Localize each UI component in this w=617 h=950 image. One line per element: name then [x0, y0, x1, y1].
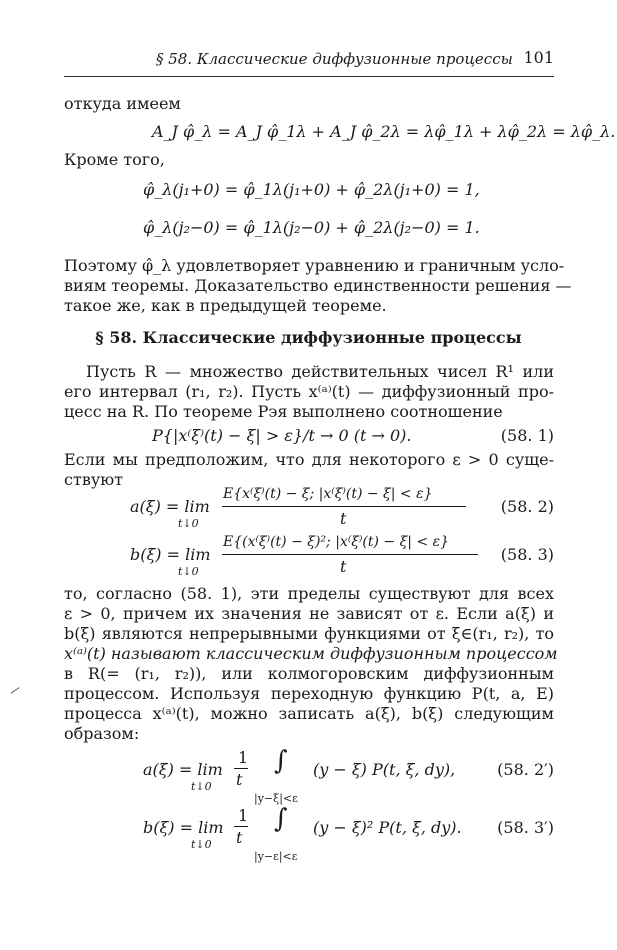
equation: φ̂_λ(j₁+0) = φ̂_1λ(j₁+0) + φ̂_2λ(j₁+0) = 1, — [143, 180, 480, 199]
fraction-line — [234, 768, 248, 769]
equation-58-2-lhs: a(ξ) = lim — [130, 497, 210, 516]
equation-number: (58. 2) — [500, 497, 554, 516]
fraction-numerator: 1 — [238, 748, 249, 767]
paragraph-line: виям теоремы. Доказательство единственности решения — — [64, 276, 572, 295]
paragraph-line: b(ξ) являются непрерывными функциями от ξ∈(r₁, r₂), то — [64, 624, 554, 643]
section-heading: § 58. Классические диффузионные процессы — [95, 328, 522, 347]
paragraph-line: x⁽ᵃ⁾(t) называют классическим диффузионным процессом — [64, 644, 558, 663]
running-head: § 58. Классические диффузионные процессы — [156, 50, 513, 68]
integral-sign: ∫ — [274, 804, 288, 834]
fraction-numerator: E{x⁽ξ⁾(t) − ξ; |x⁽ξ⁾(t) − ξ| < ε} — [223, 486, 433, 502]
limit-subscript: t↓0 — [191, 838, 212, 851]
page-header — [64, 48, 554, 72]
fraction-line — [234, 826, 248, 827]
equation-58-1: P{|x⁽ξ⁾(t) − ξ| > ε}/t → 0 (t → 0). — [152, 426, 412, 445]
equation: φ̂_λ(j₂−0) = φ̂_1λ(j₂−0) + φ̂_2λ(j₂−0) = 1. — [143, 218, 480, 237]
paragraph-line: ствуют — [64, 470, 124, 489]
equation-58-3p-lhs: b(ξ) = lim — [143, 818, 224, 837]
paragraph-line: в R(= (r₁, r₂)), или колмогоровским диффузионным — [64, 664, 554, 683]
fraction-denominator: t — [340, 509, 347, 528]
paragraph-line: образом: — [64, 724, 140, 743]
paragraph-line: его интервал (r₁, r₂). Пусть x⁽ᵃ⁾(t) — диффузионный про- — [64, 382, 554, 401]
equation-number: (58. 2′) — [497, 760, 554, 779]
page-number: 101 — [523, 48, 554, 67]
fraction-denominator: t — [236, 828, 243, 847]
equation-58-2p-lhs: a(ξ) = lim — [143, 760, 223, 779]
limit-subscript: t↓0 — [178, 565, 199, 578]
limit-subscript: t↓0 — [178, 517, 199, 530]
fraction-numerator: 1 — [238, 806, 249, 825]
paragraph-line: ε > 0, причем их значения не зависят от ε. Если a(ξ) и — [64, 604, 554, 623]
integral-subscript: |y−ε|<ε — [254, 850, 298, 863]
paragraph-line: Пусть R — множество действительных чисел R¹ или — [86, 362, 554, 381]
limit-subscript: t↓0 — [191, 780, 212, 793]
equation-number: (58. 1) — [500, 426, 554, 445]
text-line: откуда имеем — [64, 94, 181, 113]
paragraph-line: такое же, как в предыдущей теореме. — [64, 296, 387, 315]
equation-number: (58. 3) — [500, 545, 554, 564]
integrand: (y − ξ)² P(t, ξ, dy). — [313, 818, 462, 837]
margin-pencil-mark — [11, 687, 20, 694]
paragraph-line: Поэтому φ̂_λ удовлетворяет уравнению и граничным усло- — [64, 256, 565, 275]
header-rule — [64, 76, 554, 77]
integrand: (y − ξ) P(t, ξ, dy), — [313, 760, 456, 779]
integral-subscript: |y−ξ|<ε — [254, 792, 298, 805]
fraction-line — [222, 506, 466, 507]
fraction-line — [222, 554, 478, 555]
equation-58-3-lhs: b(ξ) = lim — [130, 545, 211, 564]
paragraph-line: цесс на R. По теореме Рэя выполнено соотношение — [64, 402, 503, 421]
text-line: Кроме того, — [64, 150, 165, 169]
paragraph-line: то, согласно (58. 1), эти пределы существуют для всех — [64, 584, 554, 603]
integral-sign: ∫ — [274, 746, 288, 776]
paragraph-line: процесса x⁽ᵃ⁾(t), можно записать a(ξ), b(ξ) следующим — [64, 704, 554, 723]
equation-number: (58. 3′) — [497, 818, 554, 837]
paragraph-line: Если мы предположим, что для некоторого ε > 0 суще- — [64, 450, 554, 469]
fraction-denominator: t — [340, 557, 347, 576]
fraction-denominator: t — [236, 770, 243, 789]
equation: A_J φ̂_λ = A_J φ̂_1λ + A_J φ̂_2λ = λφ̂_1λ + λφ̂_2λ = λφ̂_λ. — [152, 122, 616, 141]
paragraph-line: процессом. Используя переходную функцию P(t, a, E) — [64, 684, 554, 703]
fraction-numerator: E{(x⁽ξ⁾(t) − ξ)²; |x⁽ξ⁾(t) − ξ| < ε} — [223, 534, 450, 550]
